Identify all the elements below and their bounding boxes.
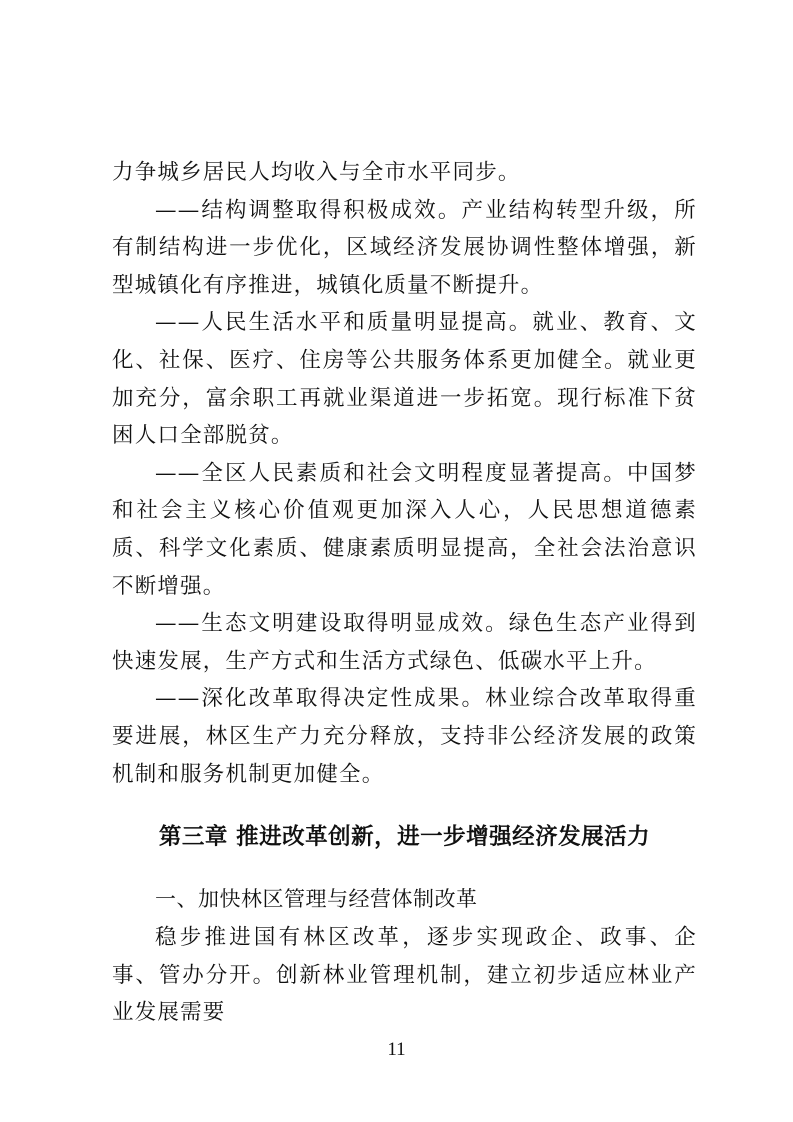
paragraph-living-standards: ——人民生活水平和质量明显提高。就业、教育、文化、社保、医疗、住房等公共服务体系更加健全。就业更加充分，富余职工再就业渠道进一步拓宽。现行标准下贫困人口全部脱贫。	[112, 310, 697, 449]
paragraph-deepen-reform: ——深化改革取得决定性成果。林业综合改革取得重要进展，林区生产力充分释放，支持非公经济发展的政策机制和服务机制更加健全。	[112, 686, 697, 787]
paragraph-forest-reform: 稳步推进国有林区改革，逐步实现政企、政事、企事、管办分开。创新林业管理机制，建立初步适应林业产业发展需要	[112, 925, 697, 1026]
paragraph-structural-adjustment: ——结构调整取得积极成效。产业结构转型升级，所有制结构进一步优化，区域经济发展协调性整体增强，新型城镇化有序推进，城镇化质量不断提升。	[112, 197, 697, 298]
body-text	[112, 154, 697, 793]
page-number: 11	[387, 1039, 406, 1060]
paragraph-ecological-civilization: ——生态文明建设取得明显成效。绿色生态产业得到快速发展，生产方式和生活方式绿色、低碳水平上升。	[112, 611, 697, 674]
section-heading: 一、加快林区管理与经营体制改革	[155, 887, 478, 911]
section-body-text	[112, 919, 697, 1032]
paragraph-civic-quality: ——全区人民素质和社会文明程度显著提高。中国梦和社会主义核心价值观更加深入人心，人民思想道德素质、科学文化素质、健康素质明显提高，全社会法治意识不断增强。	[112, 460, 697, 599]
chapter-title: 第三章 推进改革创新，进一步增强经济发展活力	[158, 824, 651, 850]
paragraph-income-sync: 力争城乡居民人均收入与全市水平同步。	[112, 160, 521, 185]
